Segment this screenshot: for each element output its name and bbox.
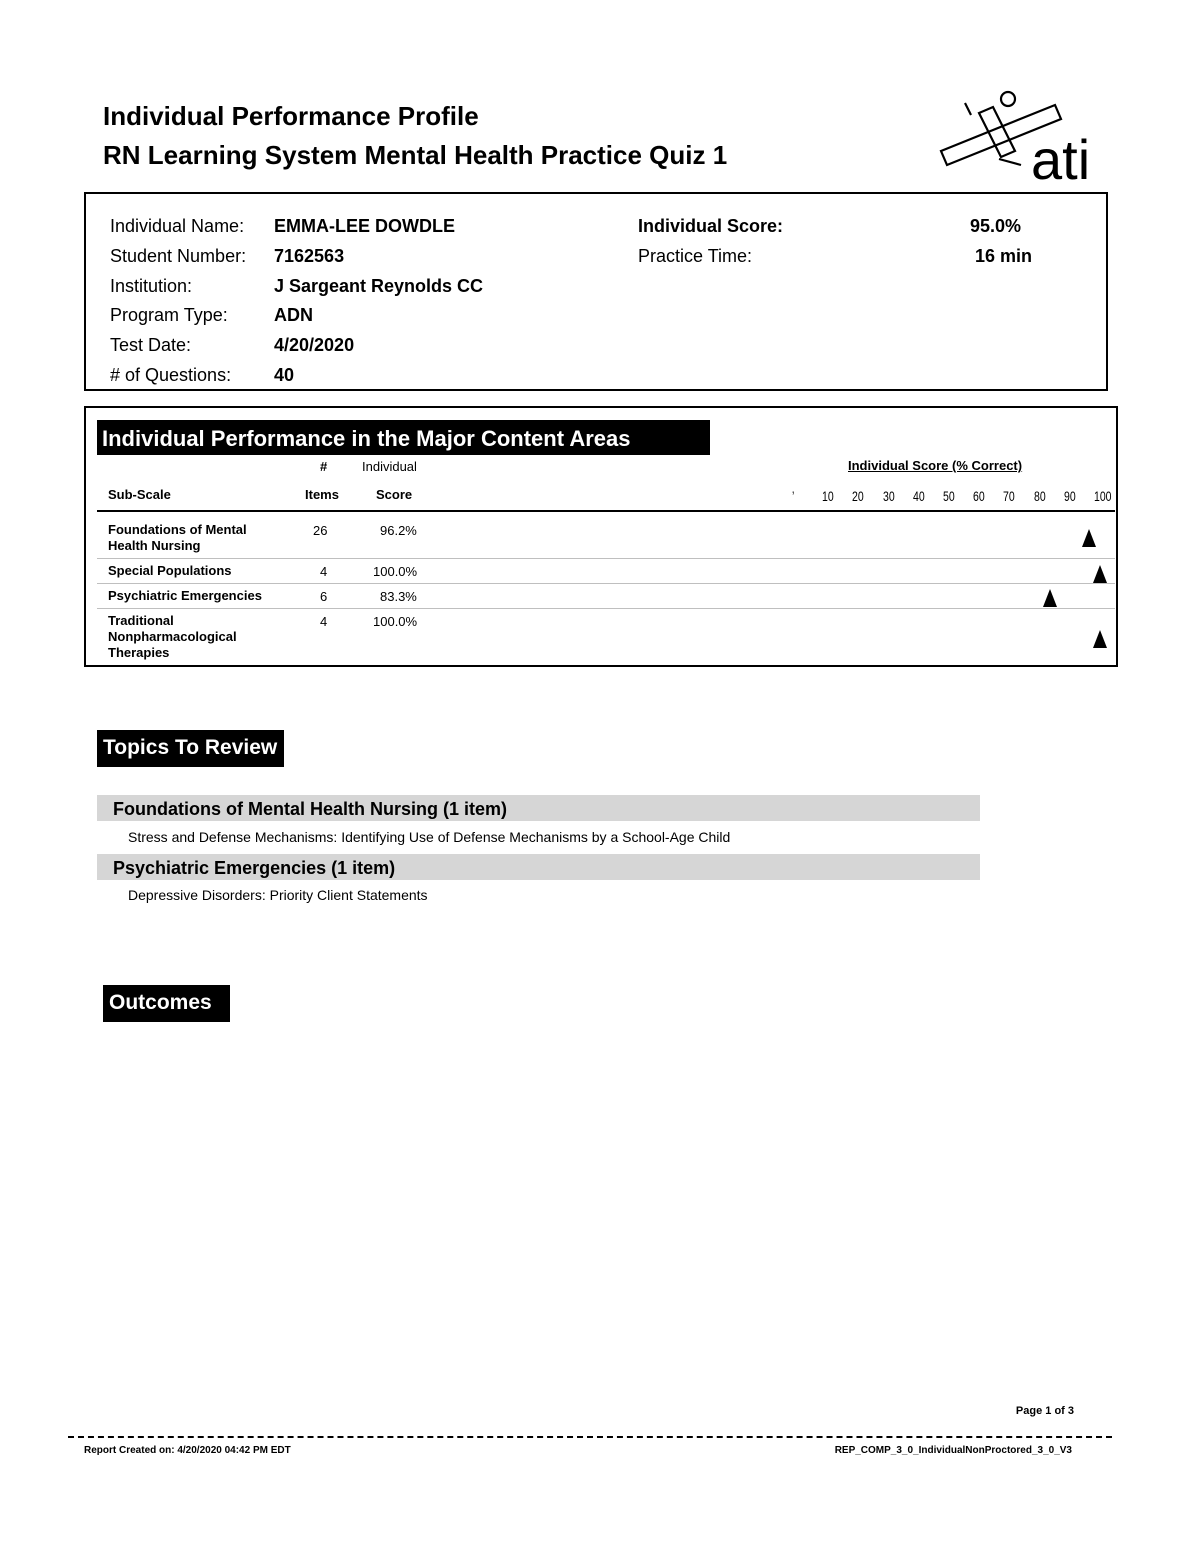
subscale-row-label: Foundations of Mental Health Nursing: [108, 522, 247, 553]
subscale-col-header: Sub-Scale: [108, 487, 171, 502]
scale-tick-label: 80: [1033, 488, 1046, 504]
row-divider: [97, 558, 1115, 559]
name-value: EMMA-LEE DOWDLE: [274, 216, 455, 236]
test-date-label: Test Date:: [110, 335, 192, 355]
scale-tick-label: 70: [1003, 488, 1016, 504]
report-title: Individual Performance Profile: [103, 101, 479, 131]
practice-time-label: Practice Time:: [638, 246, 753, 266]
row-divider: [97, 583, 1115, 584]
chart-title: Individual Score (% Correct): [848, 458, 1023, 473]
topic-item: Stress and Defense Mechanisms: Identifying Use of Defense Mechanisms by a School-Age Child: [128, 829, 731, 845]
subscale-row-label: Traditional Nonpharmacological Therapies: [108, 613, 237, 660]
individual-score-value: 95.0%: [970, 216, 1022, 236]
topics-section-title: Topics To Review: [97, 730, 284, 767]
questions-label: # of Questions:: [110, 365, 232, 385]
report-subtitle: RN Learning System Mental Health Practice Quiz 1: [103, 140, 728, 170]
row-divider: [97, 608, 1115, 609]
subscale-row-score: 100.0%: [373, 614, 418, 629]
test-date-value: 4/20/2020: [274, 335, 355, 355]
scale-tick-label: 30: [882, 488, 895, 504]
scale-tick-label: 60: [973, 488, 985, 504]
score-marker: [1082, 529, 1096, 547]
subscale-row-items: 26: [313, 523, 328, 538]
topic-group-title: Psychiatric Emergencies (1 item): [97, 854, 980, 880]
subscale-row-items: 4: [320, 564, 328, 579]
scale-tick-label: 20: [852, 488, 865, 504]
student-number-value: 7162563: [274, 246, 345, 266]
questions-value: 40: [274, 365, 295, 385]
scale-tick-label: 50: [943, 488, 955, 504]
performance-section-title: Individual Performance in the Major Content Areas: [97, 420, 710, 455]
scale-tick-label: 90: [1063, 488, 1076, 504]
ati-logo: [935, 85, 1105, 185]
scale-tick-label: 40: [912, 488, 925, 504]
subscale-row-items: 4: [320, 614, 328, 629]
items-col-header-top: #: [320, 459, 328, 474]
subscale-row-score: 83.3%: [380, 589, 417, 604]
name-label: Individual Name:: [110, 216, 245, 236]
outcomes-section-title: Outcomes: [103, 985, 230, 1022]
practice-time-value: 16 min: [975, 246, 1033, 266]
scale-tick-label: 10: [822, 488, 834, 504]
subscale-row-label: Psychiatric Emergencies: [108, 588, 262, 603]
page-number: Page 1 of 3: [1015, 1405, 1074, 1417]
items-col-header: Items: [305, 487, 339, 502]
subscale-row-score: 96.2%: [380, 523, 417, 538]
score-marker: [1043, 589, 1057, 607]
student-number-label: Student Number:: [110, 246, 247, 266]
footer-divider: [68, 1436, 1112, 1438]
institution-label: Institution:: [110, 276, 193, 296]
score-marker: [1093, 565, 1107, 583]
score-col-header-top: Individual: [362, 459, 417, 474]
scale-tick-label: ’: [792, 488, 795, 504]
topic-item: Depressive Disorders: Priority Client Statements: [128, 887, 428, 903]
scale-tick-label: 100: [1094, 488, 1112, 504]
report-id: REP_COMP_3_0_IndividualNonProctored_3_0_V3: [834, 1445, 1072, 1456]
program-type-value: ADN: [274, 305, 313, 325]
subscale-row-score: 100.0%: [373, 564, 418, 579]
table-header-rule: [97, 510, 1115, 512]
logo-text: ati: [1031, 128, 1091, 185]
institution-value: J Sargeant Reynolds CC: [274, 276, 484, 296]
subscale-row-items: 6: [320, 589, 328, 604]
individual-score-label: Individual Score:: [638, 216, 784, 236]
score-col-header: Score: [376, 487, 413, 502]
topic-group-title: Foundations of Mental Health Nursing (1 item): [97, 795, 980, 821]
program-type-label: Program Type:: [110, 305, 228, 325]
report-created: Report Created on: 4/20/2020 04:42 PM EDT: [84, 1445, 291, 1456]
score-marker: [1093, 630, 1107, 648]
subscale-row-label: Special Populations: [108, 563, 232, 578]
